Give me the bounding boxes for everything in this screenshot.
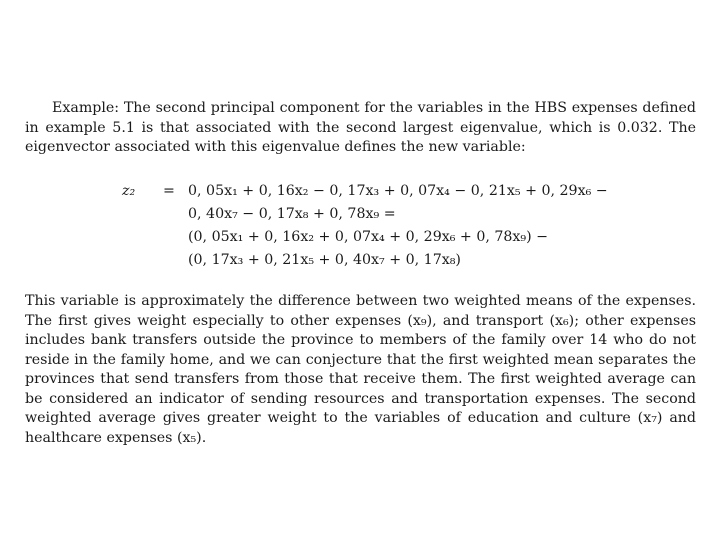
- equation-lhs: z₂: [122, 183, 136, 199]
- example-paragraph: Example: The second principal component for the variables in the HBS expenses defined in example 5.1 is that associated with the second largest eigenvalue, which is 0.032. The eigenvector associated with this eigenvalue defines the new variable:: [25, 100, 696, 155]
- equation-equals-sign: =: [163, 183, 175, 199]
- equation-term-4: (0, 17x₃ + 0, 21x₅ + 0, 40x₇ + 0, 17x₈): [188, 252, 461, 268]
- principal-component-equation: [122, 180, 608, 272]
- equation-term-1: 0, 05x₁ + 0, 16x₂ − 0, 17x₃ + 0, 07x₄ − 0, 21x₅ + 0, 29x₆ −: [188, 183, 608, 199]
- equation-line-1: [122, 180, 608, 203]
- interpretation-paragraph: This variable is approximately the difference between two weighted means of the expenses. The first gives weight especially to other expenses (x₉), and transport (x₆); other expenses includes bank transfers outside the province to members of the family over 14 who do not reside in the family home, and we can conjecture that the first weighted mean separates the provinces that send transfers from those that receive them. The first weighted average can be considered an indicator of sending resources and transportation expenses. The second weighted average gives greater weight to the variables of education and culture (x₇) and healthcare expenses (x₅).: [25, 293, 696, 446]
- equation-line-4: [122, 249, 608, 272]
- equation-term-2: 0, 40x₇ − 0, 17x₈ + 0, 78x₉ =: [188, 206, 396, 222]
- equation-line-2: [122, 203, 608, 226]
- equation-line-3: [122, 226, 608, 249]
- equation-term-3: (0, 05x₁ + 0, 16x₂ + 0, 07x₄ + 0, 29x₆ + 0, 78x₉) −: [188, 229, 549, 245]
